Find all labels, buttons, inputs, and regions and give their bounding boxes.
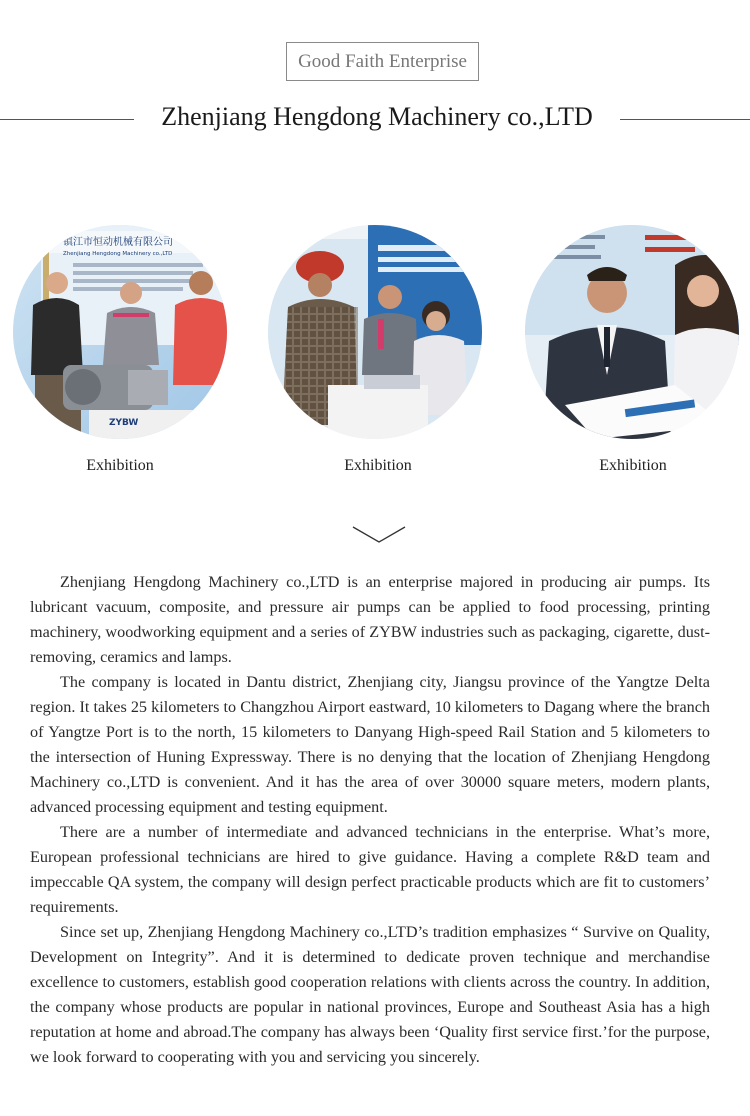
tagline-box: [286, 42, 479, 81]
machine-label: ZYBW: [109, 418, 139, 428]
exhibition-photo-3-image: [525, 225, 739, 439]
exhibition-photo-1: [13, 225, 227, 439]
exhibition-photo-2: [268, 225, 482, 439]
paragraph-intro: Zhenjiang Hengdong Machinery co.,LTD is an enterprise majored in producing air pumps. Its lubricant vacuum, composite, and pressure air pumps can be applied to food processing, printing machinery, woodworking equipment and a series of ZYBW industries such as packaging, cigarette, dust-removing, ceramics and lamps.: [30, 573, 710, 666]
tagline-text: Good Faith Enterprise: [298, 50, 467, 72]
page-title: Zhenjiang Hengdong Machinery co.,LTD: [161, 102, 593, 131]
exhibition-photo-1-image: [13, 225, 227, 439]
banner-cn-text: 镇江市恒动机械有限公司: [63, 237, 173, 248]
exhibition-caption-3: Exhibition: [599, 457, 667, 474]
chevron-down-icon: [352, 525, 406, 545]
exhibition-caption-2: Exhibition: [344, 457, 412, 474]
banner-en-text: Zhenjiang Hengdong Machinery co.,LTD: [63, 251, 173, 257]
exhibition-photo-3: [525, 225, 739, 439]
paragraph-tradition: Since set up, Zhenjiang Hengdong Machinery co.,LTD’s tradition emphasizes “ Survive on Quality, Development on Integrity”. And it is determined to dedicate proven technique and merchandise excellence to customers, establish good cooperation relations with clients across the country. In addition, the company whose products are popular in national provinces, Europe and Southeast Asia has a high reputation at home and abroad.The company has always been ‘Quality first service first.’for the purpose, we look forward to cooperating with you and servicing you sincerely.: [30, 923, 710, 1066]
company-description: [30, 570, 710, 1070]
paragraph-location: The company is located in Dantu district, Zhenjiang city, Jiangsu province of the Yangtze Delta region. It takes 25 kilometers to Changzhou Airport eastward, 10 kilometers to Dagang where the branch of Yangtze Port is to the north, 15 kilometers to Danyang High-speed Rail Station and 5 kilometers to the intersection of Huning Expressway. There is no denying that the location of Zhenjiang Hengdong Machinery co.,LTD is convenient. And it has the area of over 30000 square meters, modern plants, advanced processing equipment and testing equipment.: [30, 673, 710, 816]
exhibition-caption-1: Exhibition: [86, 457, 154, 474]
exhibition-photo-2-image: [268, 225, 482, 439]
title-rule-left: [0, 119, 134, 120]
title-rule-right: [620, 119, 750, 120]
paragraph-technicians: There are a number of intermediate and advanced technicians in the enterprise. What’s more, European professional technicians are hired to give guidance. Having a complete R&D team and impeccable QA system, the company will design perfect practicable products which are fit to customers’ requirements.: [30, 823, 710, 916]
title-row: [0, 102, 750, 138]
